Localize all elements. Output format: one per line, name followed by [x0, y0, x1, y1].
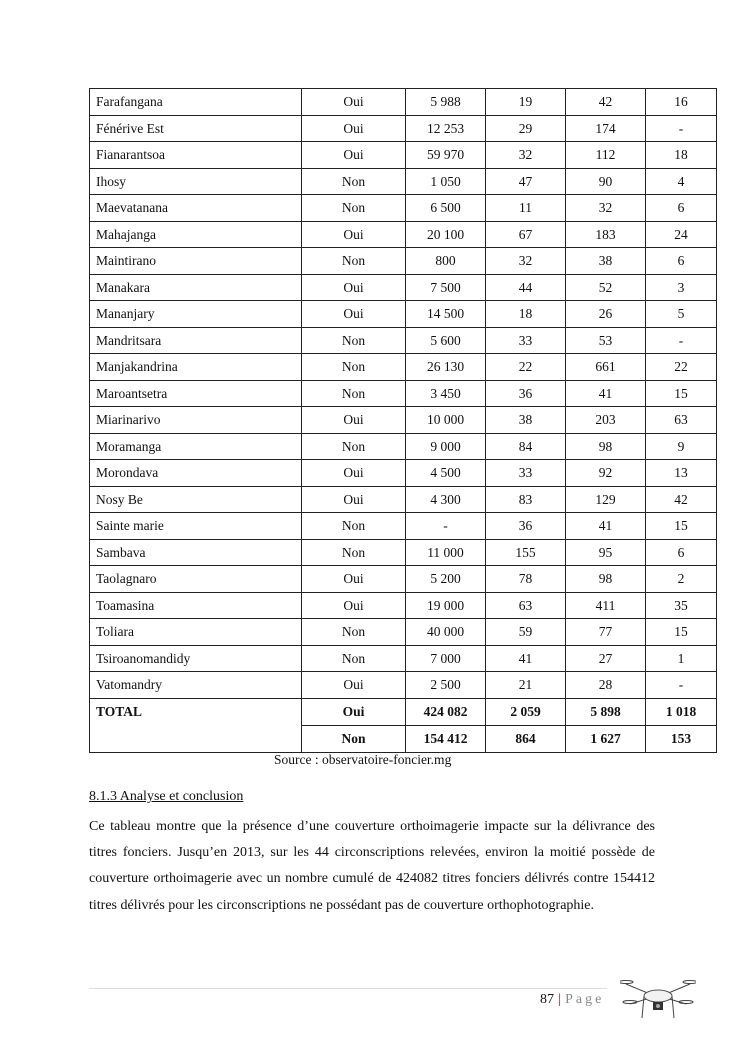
col3-value-cell: 42	[566, 89, 646, 116]
col4-value-cell: 16	[646, 89, 717, 116]
table-row	[90, 248, 717, 275]
orthoimagerie-cell: Oui	[302, 460, 406, 487]
circonscription-cell: Mananjary	[90, 301, 302, 328]
col3-value-cell: 98	[566, 566, 646, 593]
col3-value-cell: 41	[566, 513, 646, 540]
col3-value-cell: 129	[566, 486, 646, 513]
circonscription-cell: Nosy Be	[90, 486, 302, 513]
table-row	[90, 539, 717, 566]
orthoimagerie-cell: Non	[302, 433, 406, 460]
col4-value-cell: 6	[646, 248, 717, 275]
col3-value-cell: 27	[566, 645, 646, 672]
orthoimagerie-cell: Non	[302, 645, 406, 672]
table-row	[90, 380, 717, 407]
col4-value-cell: 24	[646, 221, 717, 248]
col3-value-cell: 26	[566, 301, 646, 328]
col2-value-cell: 11	[486, 195, 566, 222]
table-row	[90, 619, 717, 646]
page-number: 87	[540, 992, 554, 1007]
orthoimagerie-cell: Oui	[302, 486, 406, 513]
table-row	[90, 407, 717, 434]
col2-value-cell: 29	[486, 115, 566, 142]
col2-value-cell: 63	[486, 592, 566, 619]
total-non-c2: 864	[486, 725, 566, 752]
total-non-c3: 1 627	[566, 725, 646, 752]
circonscription-cell: Mandritsara	[90, 327, 302, 354]
col1-value-cell: 12 253	[406, 115, 486, 142]
table-row	[90, 566, 717, 593]
col4-value-cell: 18	[646, 142, 717, 169]
col3-value-cell: 183	[566, 221, 646, 248]
col2-value-cell: 32	[486, 248, 566, 275]
col4-value-cell: 63	[646, 407, 717, 434]
col1-value-cell: 20 100	[406, 221, 486, 248]
table-row	[90, 460, 717, 487]
table-row	[90, 433, 717, 460]
drone-icon	[620, 974, 696, 1024]
col2-value-cell: 19	[486, 89, 566, 116]
col4-value-cell: 13	[646, 460, 717, 487]
circonscription-cell: Manakara	[90, 274, 302, 301]
col1-value-cell: 10 000	[406, 407, 486, 434]
orthoimagerie-cell: Oui	[302, 301, 406, 328]
col4-value-cell: -	[646, 327, 717, 354]
total-non-c1: 154 412	[406, 725, 486, 752]
page-footer	[540, 992, 604, 1008]
total-oui-c1: 424 082	[406, 698, 486, 725]
col2-value-cell: 33	[486, 327, 566, 354]
col2-value-cell: 21	[486, 672, 566, 699]
col1-value-cell: 4 500	[406, 460, 486, 487]
col2-value-cell: 59	[486, 619, 566, 646]
col3-value-cell: 98	[566, 433, 646, 460]
table-row	[90, 301, 717, 328]
orthoimagerie-cell: Non	[302, 354, 406, 381]
circonscription-cell: Taolagnaro	[90, 566, 302, 593]
col3-value-cell: 90	[566, 168, 646, 195]
table-row	[90, 486, 717, 513]
orthoimagerie-cell: Non	[302, 513, 406, 540]
total-oui-c3: 5 898	[566, 698, 646, 725]
col4-value-cell: -	[646, 672, 717, 699]
circonscription-cell: Ihosy	[90, 168, 302, 195]
orthoimagerie-cell: Non	[302, 619, 406, 646]
col3-value-cell: 411	[566, 592, 646, 619]
col4-value-cell: 4	[646, 168, 717, 195]
circonscription-cell: Miarinarivo	[90, 407, 302, 434]
total-non-ortho: Non	[302, 725, 406, 752]
orthoimagerie-cell: Oui	[302, 592, 406, 619]
col2-value-cell: 18	[486, 301, 566, 328]
col3-value-cell: 32	[566, 195, 646, 222]
col1-value-cell: 4 300	[406, 486, 486, 513]
orthoimagerie-cell: Oui	[302, 89, 406, 116]
footer-divider	[89, 988, 607, 989]
col3-value-cell: 38	[566, 248, 646, 275]
col2-value-cell: 47	[486, 168, 566, 195]
circonscription-cell: Mahajanga	[90, 221, 302, 248]
orthoimagerie-cell: Oui	[302, 115, 406, 142]
col3-value-cell: 92	[566, 460, 646, 487]
total-oui-c4: 1 018	[646, 698, 717, 725]
table-row	[90, 142, 717, 169]
orthoimagerie-cell: Oui	[302, 407, 406, 434]
col2-value-cell: 67	[486, 221, 566, 248]
col3-value-cell: 77	[566, 619, 646, 646]
col1-value-cell: 1 050	[406, 168, 486, 195]
col1-value-cell: 800	[406, 248, 486, 275]
table-body	[90, 89, 717, 699]
circonscription-cell: Sainte marie	[90, 513, 302, 540]
table-source: Source : observatoire-foncier.mg	[274, 752, 452, 767]
col2-value-cell: 44	[486, 274, 566, 301]
total-oui-c2: 2 059	[486, 698, 566, 725]
orthoimagerie-cell: Oui	[302, 221, 406, 248]
col4-value-cell: 5	[646, 301, 717, 328]
table-row	[90, 592, 717, 619]
col4-value-cell: 9	[646, 433, 717, 460]
col1-value-cell: 7 000	[406, 645, 486, 672]
land-title-table	[89, 88, 717, 753]
col4-value-cell: 6	[646, 195, 717, 222]
circonscription-cell: Fianarantsoa	[90, 142, 302, 169]
page-word: Page	[565, 992, 605, 1007]
orthoimagerie-cell: Oui	[302, 672, 406, 699]
circonscription-cell: Tsiroanomandidy	[90, 645, 302, 672]
circonscription-cell: Sambava	[90, 539, 302, 566]
col4-value-cell: -	[646, 115, 717, 142]
orthoimagerie-cell: Non	[302, 539, 406, 566]
circonscription-cell: Maevatanana	[90, 195, 302, 222]
col4-value-cell: 3	[646, 274, 717, 301]
col3-value-cell: 112	[566, 142, 646, 169]
col4-value-cell: 15	[646, 513, 717, 540]
col1-value-cell: -	[406, 513, 486, 540]
page-separator: |	[558, 992, 562, 1007]
circonscription-cell: Vatomandry	[90, 672, 302, 699]
table-row	[90, 115, 717, 142]
orthoimagerie-cell: Non	[302, 195, 406, 222]
circonscription-cell: Moramanga	[90, 433, 302, 460]
total-row-oui	[90, 698, 717, 725]
col2-value-cell: 83	[486, 486, 566, 513]
orthoimagerie-cell: Non	[302, 327, 406, 354]
col1-value-cell: 7 500	[406, 274, 486, 301]
col4-value-cell: 2	[646, 566, 717, 593]
table-row	[90, 89, 717, 116]
circonscription-cell: Maintirano	[90, 248, 302, 275]
col2-value-cell: 155	[486, 539, 566, 566]
col1-value-cell: 59 970	[406, 142, 486, 169]
col1-value-cell: 5 988	[406, 89, 486, 116]
col3-value-cell: 28	[566, 672, 646, 699]
col1-value-cell: 11 000	[406, 539, 486, 566]
col2-value-cell: 32	[486, 142, 566, 169]
orthoimagerie-cell: Oui	[302, 274, 406, 301]
col1-value-cell: 19 000	[406, 592, 486, 619]
table-row	[90, 221, 717, 248]
col1-value-cell: 2 500	[406, 672, 486, 699]
col4-value-cell: 15	[646, 619, 717, 646]
col3-value-cell: 41	[566, 380, 646, 407]
table-row	[90, 645, 717, 672]
table-row	[90, 168, 717, 195]
table-row	[90, 354, 717, 381]
circonscription-cell: Maroantsetra	[90, 380, 302, 407]
col1-value-cell: 14 500	[406, 301, 486, 328]
col1-value-cell: 5 600	[406, 327, 486, 354]
circonscription-cell: Toamasina	[90, 592, 302, 619]
total-label: TOTAL	[90, 698, 302, 752]
table-row	[90, 274, 717, 301]
col4-value-cell: 22	[646, 354, 717, 381]
col4-value-cell: 6	[646, 539, 717, 566]
col2-value-cell: 41	[486, 645, 566, 672]
circonscription-cell: Morondava	[90, 460, 302, 487]
orthoimagerie-cell: Non	[302, 380, 406, 407]
col4-value-cell: 1	[646, 645, 717, 672]
circonscription-cell: Fénérive Est	[90, 115, 302, 142]
col3-value-cell: 661	[566, 354, 646, 381]
col2-value-cell: 22	[486, 354, 566, 381]
table-total	[90, 698, 717, 752]
circonscription-cell: Manjakandrina	[90, 354, 302, 381]
col2-value-cell: 84	[486, 433, 566, 460]
total-oui-ortho: Oui	[302, 698, 406, 725]
col2-value-cell: 38	[486, 407, 566, 434]
circonscription-cell: Farafangana	[90, 89, 302, 116]
col1-value-cell: 9 000	[406, 433, 486, 460]
col2-value-cell: 33	[486, 460, 566, 487]
table-row	[90, 327, 717, 354]
col3-value-cell: 203	[566, 407, 646, 434]
col3-value-cell: 52	[566, 274, 646, 301]
circonscription-cell: Toliara	[90, 619, 302, 646]
col3-value-cell: 95	[566, 539, 646, 566]
col1-value-cell: 40 000	[406, 619, 486, 646]
col1-value-cell: 6 500	[406, 195, 486, 222]
col2-value-cell: 78	[486, 566, 566, 593]
table-row	[90, 195, 717, 222]
col2-value-cell: 36	[486, 513, 566, 540]
col3-value-cell: 53	[566, 327, 646, 354]
total-non-c4: 153	[646, 725, 717, 752]
orthoimagerie-cell: Oui	[302, 566, 406, 593]
orthoimagerie-cell: Oui	[302, 142, 406, 169]
table-row	[90, 513, 717, 540]
col4-value-cell: 42	[646, 486, 717, 513]
col1-value-cell: 26 130	[406, 354, 486, 381]
orthoimagerie-cell: Non	[302, 248, 406, 275]
col1-value-cell: 5 200	[406, 566, 486, 593]
section-title: 8.1.3 Analyse et conclusion	[89, 789, 244, 804]
col3-value-cell: 174	[566, 115, 646, 142]
col2-value-cell: 36	[486, 380, 566, 407]
table-row	[90, 672, 717, 699]
orthoimagerie-cell: Non	[302, 168, 406, 195]
col1-value-cell: 3 450	[406, 380, 486, 407]
col4-value-cell: 35	[646, 592, 717, 619]
col4-value-cell: 15	[646, 380, 717, 407]
conclusion-paragraph: Ce tableau montre que la présence d’une couverture orthoimagerie impacte sur la délivrance des titres fonciers. Jusqu’en 2013, sur les 44 circonscriptions relevées, environ la moitié possède de couverture orthoimagerie avec un nombre cumulé de 424082 titres fonciers délivrés contre 154412 titres délivrés pour les circonscriptions ne possédant pas de couverture orthophotographie.	[89, 819, 655, 913]
